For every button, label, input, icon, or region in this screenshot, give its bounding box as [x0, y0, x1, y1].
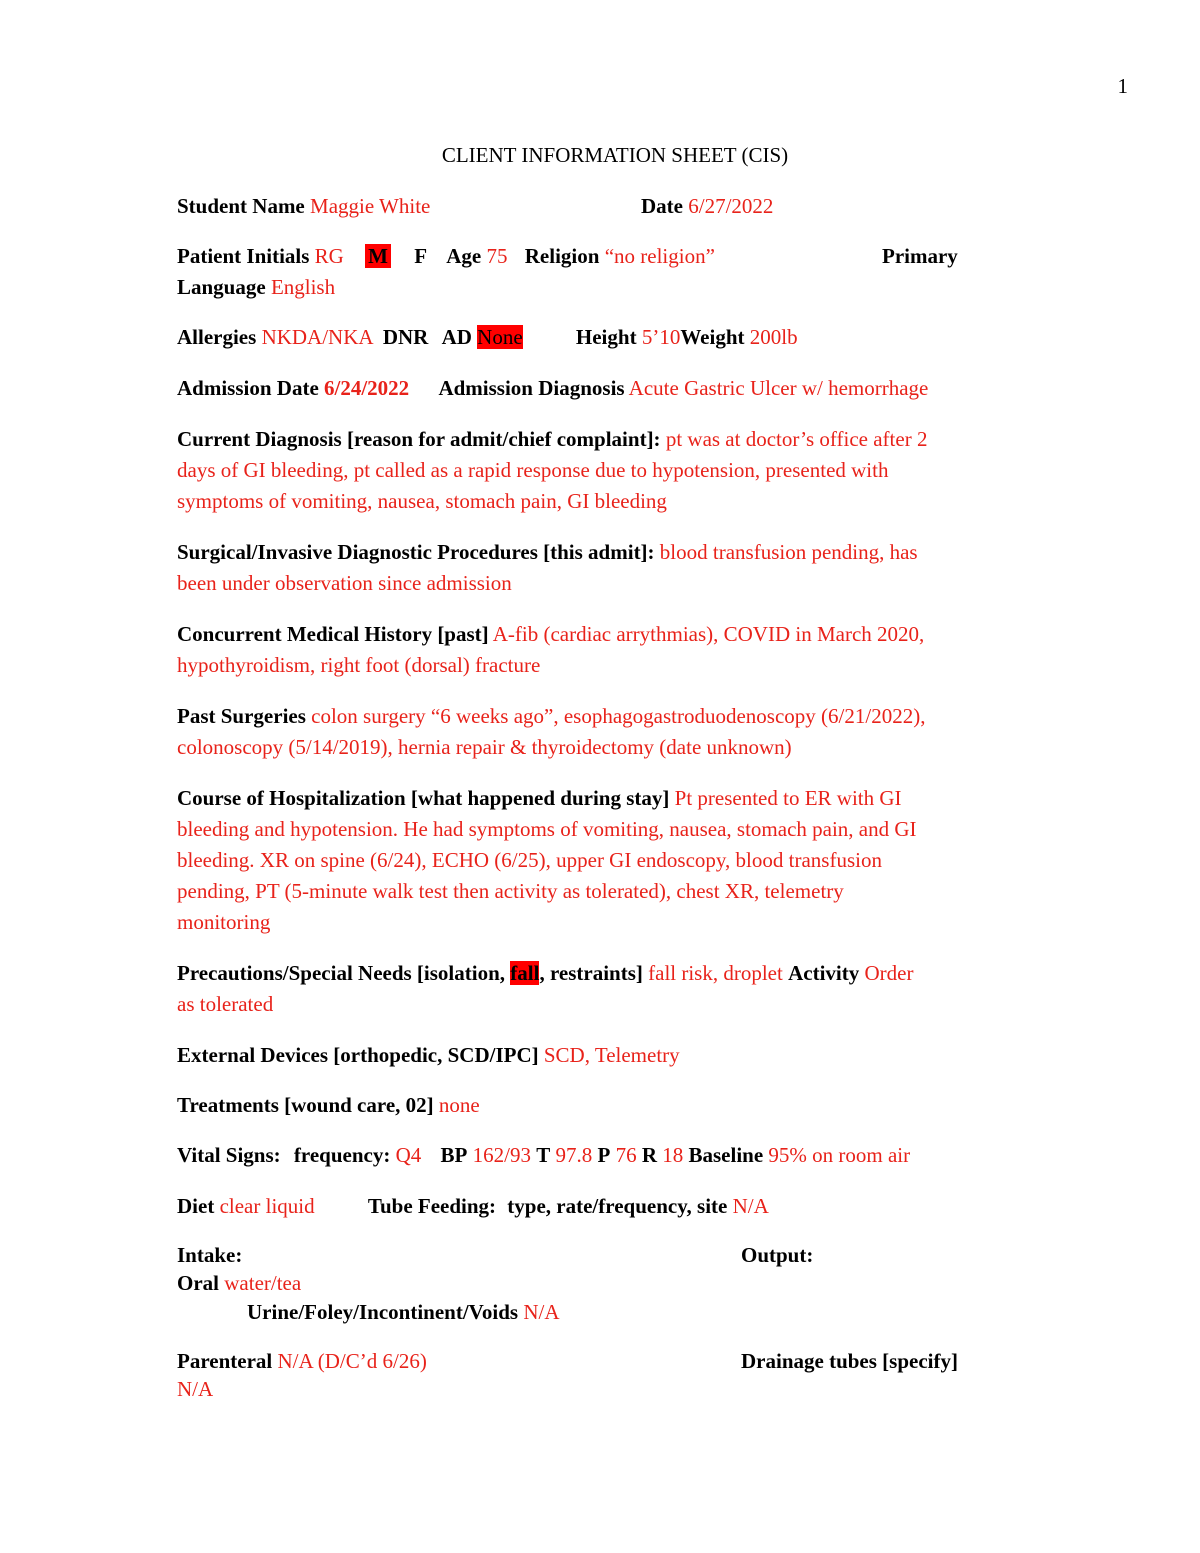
- vitals-label: Vital Signs:: [177, 1143, 281, 1167]
- tube-feeding-value: N/A: [732, 1194, 769, 1218]
- patient-initials-label: Patient Initials: [177, 244, 310, 268]
- student-name-label: Student Name: [177, 194, 305, 218]
- intake-label: Intake:: [177, 1243, 243, 1267]
- devices-label: External Devices [orthopedic, SCD/IPC]: [177, 1043, 539, 1067]
- precautions-label-a: Precautions/Special Needs [isolation,: [177, 961, 506, 985]
- allergies-row: [177, 322, 1027, 353]
- resp-label: R: [641, 1143, 657, 1167]
- admission-date-label: Admission Date: [177, 376, 319, 400]
- diet-value: clear liquid: [219, 1194, 315, 1218]
- procedures-line-1: blood transfusion pending, has: [659, 540, 918, 564]
- procedures-label: Surgical/Invasive Diagnostic Procedures [this admit]:: [177, 540, 655, 564]
- age-value: 75: [486, 244, 508, 268]
- admission-row: [177, 373, 1027, 404]
- current-diagnosis-line-1: pt was at doctor’s office after 2: [665, 427, 928, 451]
- religion-label: Religion: [524, 244, 600, 268]
- religion-value: “no religion”: [604, 244, 715, 268]
- student-row: [177, 191, 1027, 222]
- temp-value: 97.8: [555, 1143, 593, 1167]
- past-surgeries-line-1: colon surgery “6 weeks ago”, esophagogastroduodenoscopy (6/21/2022),: [311, 704, 926, 728]
- height-label: Height: [575, 325, 637, 349]
- course-section: [177, 783, 1027, 938]
- output-label: Output:: [741, 1243, 814, 1267]
- course-line-2: bleeding and hypotension. He had symptoms of vomiting, nausea, stomach pain, and GI: [177, 817, 917, 841]
- parenteral-value: N/A (D/C’d 6/26): [277, 1349, 427, 1373]
- activity-line-1: Order: [864, 961, 914, 985]
- course-line-1: Pt presented to ER with GI: [674, 786, 902, 810]
- diet-label: Diet: [177, 1194, 215, 1218]
- weight-label: Weight: [680, 325, 745, 349]
- current-diagnosis-line-3: symptoms of vomiting, nausea, stomach pain, GI bleeding: [177, 489, 667, 513]
- vitals-frequency-label: frequency:: [293, 1143, 391, 1167]
- language-label: Language: [177, 275, 266, 299]
- course-line-4: pending, PT (5-minute walk test then activity as tolerated), chest XR, telemetry: [177, 879, 844, 903]
- devices-row: [177, 1040, 1027, 1071]
- medical-history-line-2: hypothyroidism, right foot (dorsal) fracture: [177, 653, 541, 677]
- allergies-value: NKDA/NKA: [261, 325, 374, 349]
- drainage-label: Drainage tubes [specify]: [741, 1349, 958, 1373]
- urine-label: Urine/Foley/Incontinent/Voids: [247, 1300, 519, 1324]
- tube-feeding-detail: type, rate/frequency, site: [507, 1194, 728, 1218]
- medical-history-label: Concurrent Medical History [past]: [177, 622, 489, 646]
- activity-line-2: as tolerated: [177, 992, 274, 1016]
- ad-label: AD: [441, 325, 472, 349]
- admission-diagnosis-value: Acute Gastric Ulcer w/ hemorrhage: [628, 376, 929, 400]
- medical-history-line-1: A-fib (cardiac arrythmias), COVID in March 2020,: [492, 622, 925, 646]
- pulse-value: 76: [615, 1143, 637, 1167]
- student-name-value: Maggie White: [310, 194, 431, 218]
- treatments-value: none: [438, 1093, 480, 1117]
- devices-value: SCD, Telemetry: [543, 1043, 680, 1067]
- current-diagnosis-section: [177, 424, 1027, 517]
- temp-label: T: [536, 1143, 551, 1167]
- precautions-section: [177, 958, 1027, 1020]
- treatments-label: Treatments [wound care, 02]: [177, 1093, 434, 1117]
- ad-value: None: [477, 325, 523, 349]
- client-information-sheet: [177, 140, 1027, 1403]
- tube-feeding-label: Tube Feeding:: [367, 1194, 497, 1218]
- past-surgeries-line-2: colonoscopy (5/14/2019), hernia repair & thyroidectomy (date unknown): [177, 735, 792, 759]
- parenteral-label: Parenteral: [177, 1349, 273, 1373]
- admission-date-value: 6/24/2022: [324, 376, 410, 400]
- bp-label: BP: [440, 1143, 468, 1167]
- bp-value: 162/93: [472, 1143, 531, 1167]
- procedures-line-2: been under observation since admission: [177, 571, 512, 595]
- language-value: English: [270, 275, 336, 299]
- procedures-section: [177, 537, 1027, 599]
- oral-label: Oral: [177, 1271, 219, 1295]
- language-row: [177, 272, 1027, 303]
- medical-history-section: [177, 619, 1027, 681]
- diet-row: [177, 1191, 1027, 1222]
- page-title: CLIENT INFORMATION SHEET (CIS): [441, 143, 789, 167]
- resp-value: 18: [662, 1143, 684, 1167]
- urine-value: N/A: [523, 1300, 560, 1324]
- intake-output-section: [177, 1241, 1027, 1327]
- parenteral-section: [177, 1347, 1027, 1403]
- past-surgeries-section: [177, 701, 1027, 763]
- weight-value: 200lb: [749, 325, 798, 349]
- date-value: 6/27/2022: [688, 194, 774, 218]
- height-value: 5’10: [641, 325, 681, 349]
- patient-initials-value: RG: [314, 244, 344, 268]
- course-line-3: bleeding. XR on spine (6/24), ECHO (6/25), upper GI endoscopy, blood transfusion: [177, 848, 882, 872]
- oral-value: water/tea: [224, 1271, 302, 1295]
- sex-m-selected: M: [365, 244, 391, 268]
- baseline-value: 95% on room air: [768, 1143, 911, 1167]
- patient-row: [177, 241, 1027, 272]
- sex-f: F: [414, 244, 428, 268]
- allergies-label: Allergies: [177, 325, 257, 349]
- course-line-5: monitoring: [177, 910, 271, 934]
- dnr-label: DNR: [382, 325, 429, 349]
- age-label: Age: [446, 244, 482, 268]
- precautions-label-b: , restraints]: [539, 961, 643, 985]
- date-label: Date: [641, 194, 683, 218]
- precautions-value: fall risk, droplet: [648, 961, 783, 985]
- current-diagnosis-label: Current Diagnosis [reason for admit/chief complaint]:: [177, 427, 661, 451]
- current-diagnosis-line-2: days of GI bleeding, pt called as a rapid response due to hypotension, presented with: [177, 458, 889, 482]
- past-surgeries-label: Past Surgeries: [177, 704, 306, 728]
- vitals-frequency-value: Q4: [395, 1143, 422, 1167]
- precautions-fall-highlight: fall: [510, 961, 540, 985]
- admission-diagnosis-label: Admission Diagnosis: [438, 376, 625, 400]
- course-label: Course of Hospitalization [what happened during stay]: [177, 786, 670, 810]
- vitals-row: [177, 1140, 1027, 1171]
- baseline-label: Baseline: [688, 1143, 764, 1167]
- pulse-label: P: [597, 1143, 611, 1167]
- page-number: 1: [1117, 74, 1128, 98]
- drainage-value: N/A: [177, 1377, 214, 1401]
- primary-label: Primary: [882, 244, 958, 268]
- treatments-row: [177, 1090, 1027, 1121]
- activity-label: Activity: [788, 961, 860, 985]
